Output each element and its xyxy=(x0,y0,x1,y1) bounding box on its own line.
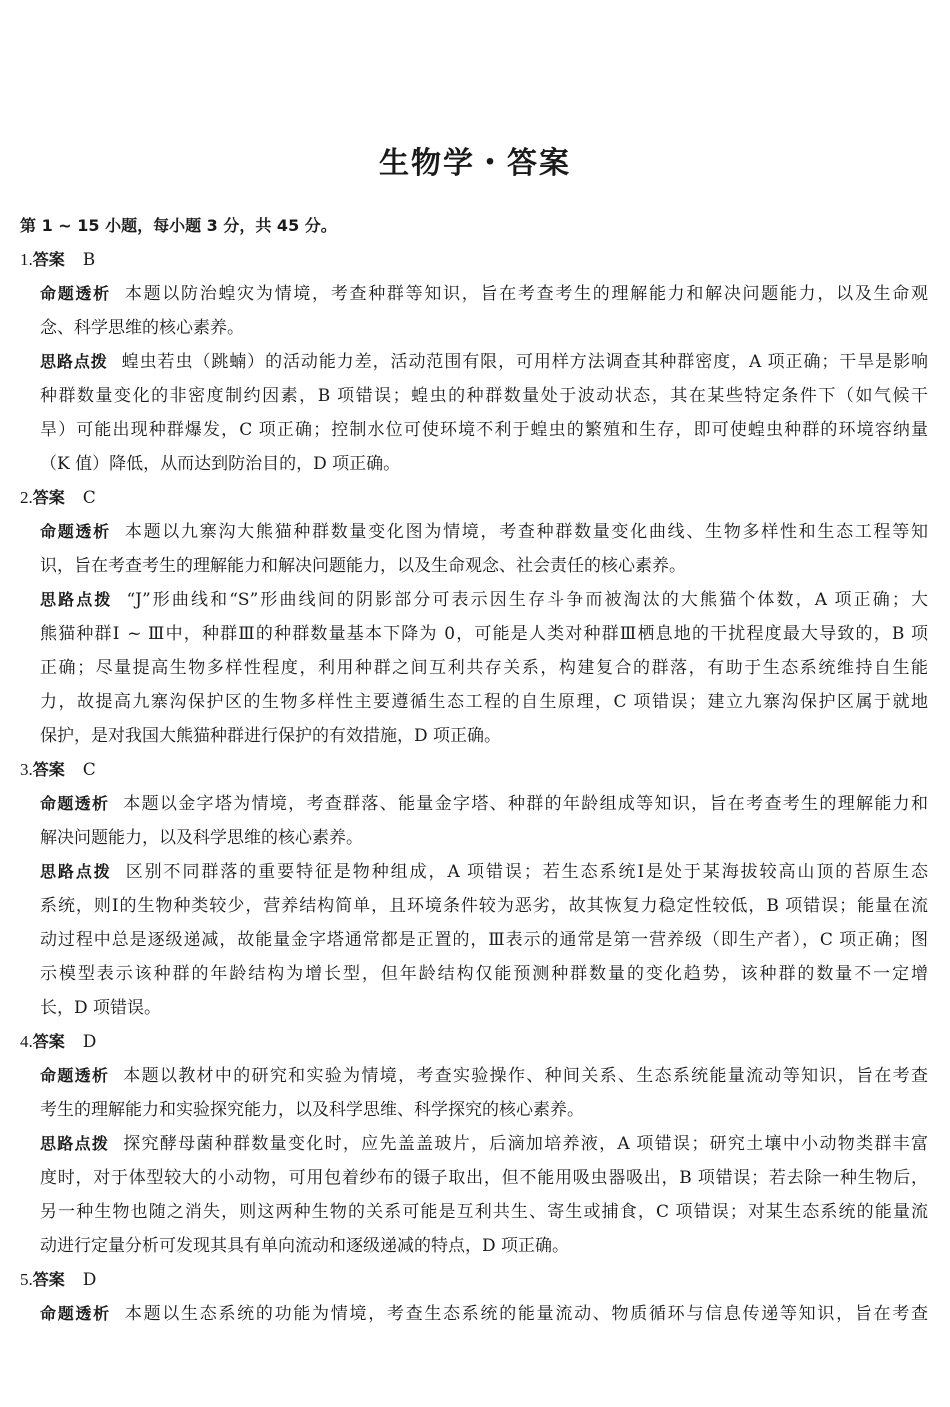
paragraph-text: 熊猫种群Ⅰ ~ Ⅲ中，种群Ⅲ的种群数量基本下降为 0，可能是人类对种群Ⅲ栖息地的干扰程度最大导致的，B 项 xyxy=(40,624,928,644)
paragraph-label: 命题透析 xyxy=(40,1304,111,1323)
question-header xyxy=(0,1263,950,1297)
paragraph-text: 旱）可能出现种群爆发，C 项正确；控制水位可使环境不利于蝗虫的繁殖和生存，即可使蝗虫种群的环境容纳量 xyxy=(40,420,928,440)
paragraph-text: 探究酵母菌种群数量变化时，应先盖盖玻片，后滴加培养液，A 项错误；研究土壤中小动物类群丰富 xyxy=(123,1134,928,1154)
paragraph-text: 解决问题能力，以及科学思维的核心素养。 xyxy=(40,828,363,848)
answer-label: 答案 xyxy=(32,760,65,779)
question-header xyxy=(0,753,950,787)
paragraph-line xyxy=(40,787,928,821)
question-header xyxy=(0,1025,950,1059)
paragraph-text: 力，故提高九寨沟保护区的生物多样性主要遵循生态工程的自生原理，C 项错误；建立九寨沟保护区属于就地 xyxy=(40,692,928,712)
paragraph-text: 正确；尽量提高生物多样性程度，利用种群之间互利共存关系，构建复合的群落，有助于生态系统维持自生能 xyxy=(40,658,928,678)
paragraph-line xyxy=(40,583,928,617)
paragraph-line xyxy=(40,345,928,379)
paragraph-line xyxy=(40,1127,928,1161)
paragraph-line xyxy=(40,1195,928,1229)
paragraph-text: （K 值）降低，从而达到防治目的，D 项正确。 xyxy=(40,454,401,474)
paragraph-line xyxy=(40,413,928,447)
paragraph-line xyxy=(40,1229,928,1263)
paragraph-text: 示模型表示该种群的年龄结构为增长型，但年龄结构仅能预测种群数量的变化趋势，该种群的数量不一定增 xyxy=(40,964,928,984)
paragraph-line xyxy=(40,1161,928,1195)
paragraph-text: 识，旨在考查考生的理解能力和解决问题能力，以及生命观念、社会责任的核心素养。 xyxy=(40,556,686,576)
paragraph-line xyxy=(40,1059,928,1093)
answer-label: 答案 xyxy=(32,250,65,269)
paragraph-line xyxy=(40,957,928,991)
paragraph-text: 保护，是对我国大熊猫种群进行保护的有效措施，D 项正确。 xyxy=(40,726,502,746)
paragraph-line xyxy=(40,923,928,957)
paragraph-text: 考生的理解能力和实验探究能力，以及科学思维、科学探究的核心素养。 xyxy=(40,1100,584,1120)
paragraph-text: “J”形曲线和“S”形曲线间的阴影部分可表示因生存斗争而被淘汰的大熊猫个体数，A 项正确；大 xyxy=(126,590,928,610)
question-header xyxy=(0,481,950,515)
paragraph-line xyxy=(40,617,928,651)
paragraph-text: 蝗虫若虫（跳蝻）的活动能力差，活动范围有限，可用样方法调查其种群密度，A 项正确；干旱是影响 xyxy=(121,352,928,372)
paragraph-text: 本题以生态系统的功能为情境，考查生态系统的能量流动、物质循环与信息传递等知识，旨在考查 xyxy=(124,1304,928,1324)
document-title: 生物学・答案 xyxy=(379,146,571,181)
paragraph-line xyxy=(40,821,928,855)
answer-value: C xyxy=(82,488,96,508)
paragraph-text: 本题以金字塔为情境，考查群落、能量金字塔、种群的年龄组成等知识，旨在考查考生的理解能力和 xyxy=(123,794,928,814)
paragraph-label: 命题透析 xyxy=(40,1066,110,1085)
paragraph-text: 长，D 项错误。 xyxy=(40,998,162,1018)
paragraph-text: 本题以防治蝗灾为情境，考查种群等知识，旨在考查考生的理解能力和解决问题能力，以及生命观 xyxy=(124,284,928,304)
paragraph-label: 思路点拨 xyxy=(40,590,113,609)
paragraph-line xyxy=(40,515,928,549)
paragraph-line xyxy=(40,1093,928,1127)
paragraph-line xyxy=(40,685,928,719)
question-number: 1. xyxy=(20,250,33,269)
answer-label: 答案 xyxy=(32,1270,65,1289)
paragraph-label: 思路点拨 xyxy=(40,862,112,881)
paragraph-line xyxy=(40,277,928,311)
question-number: 3. xyxy=(20,760,33,779)
paragraph-label: 命题透析 xyxy=(40,284,111,303)
paragraph-line xyxy=(40,991,928,1025)
paragraph-text: 动过程中总是逐级递减，故能量金字塔通常都是正置的，Ⅲ表示的通常是第一营养级（即生产者），C 项正确；图 xyxy=(40,930,928,950)
paragraph-label: 命题透析 xyxy=(40,522,111,541)
paragraph-line xyxy=(40,889,928,923)
paragraph-text: 本题以教材中的研究和实验为情境，考查实验操作、种间关系、生态系统能量流动等知识，旨在考查 xyxy=(123,1066,928,1086)
answer-content xyxy=(0,209,950,1331)
answer-value: D xyxy=(82,1270,97,1290)
paragraph-text: 系统，则Ⅰ的生物种类较少，营养结构简单，且环境条件较为恶劣，故其恢复力稳定性较低，B 项错误；能量在流 xyxy=(40,896,928,916)
paragraph-text: 区别不同群落的重要特征是物种组成，A 项错误；若生态系统Ⅰ是处于某海拔较高山顶的苔原生态 xyxy=(125,862,928,882)
answer-value: D xyxy=(82,1032,97,1052)
paragraph-label: 命题透析 xyxy=(40,794,110,813)
question-header xyxy=(0,243,950,277)
paragraph-text: 动进行定量分析可发现其具有单向流动和逐级递减的特点，D 项正确。 xyxy=(40,1236,570,1256)
answer-value: B xyxy=(82,250,96,270)
paragraph-text: 念、科学思维的核心素养。 xyxy=(40,318,244,338)
paragraph-label: 思路点拨 xyxy=(40,1134,110,1153)
paragraph-text: 种群数量变化的非密度制约因素，B 项错误；蝗虫的种群数量处于波动状态，其在某些特定条件下（如气候干 xyxy=(40,386,928,406)
paragraph-text: 本题以九寨沟大熊猫种群数量变化图为情境，考查种群数量变化曲线、生物多样性和生态工程等知 xyxy=(124,522,928,542)
paragraph-line xyxy=(40,549,928,583)
paragraph-line xyxy=(40,651,928,685)
answer-label: 答案 xyxy=(32,488,65,507)
paragraph-line xyxy=(40,379,928,413)
paragraph-line xyxy=(40,447,928,481)
paragraph-line xyxy=(40,855,928,889)
question-number: 4. xyxy=(20,1032,33,1051)
paragraph-text: 另一种生物也随之消失，则这两种生物的关系可能是互利共生、寄生或捕食，C 项错误；对某生态系统的能量流 xyxy=(40,1202,928,1222)
question-number: 2. xyxy=(20,488,33,507)
question-number: 5. xyxy=(20,1270,33,1289)
section-intro: 第 1 ~ 15 小题，每小题 3 分，共 45 分。 xyxy=(20,216,337,235)
answer-label: 答案 xyxy=(32,1032,65,1051)
answer-value: C xyxy=(82,760,96,780)
paragraph-text: 度时，对于体型较大的小动物，可用包着纱布的镊子取出，但不能用吸虫器吸出，B 项错误；若去除一种生物后， xyxy=(40,1168,928,1188)
paragraph-label: 思路点拨 xyxy=(40,352,108,371)
paragraph-line xyxy=(40,311,928,345)
paragraph-line xyxy=(40,1297,928,1331)
paragraph-line xyxy=(40,719,928,753)
